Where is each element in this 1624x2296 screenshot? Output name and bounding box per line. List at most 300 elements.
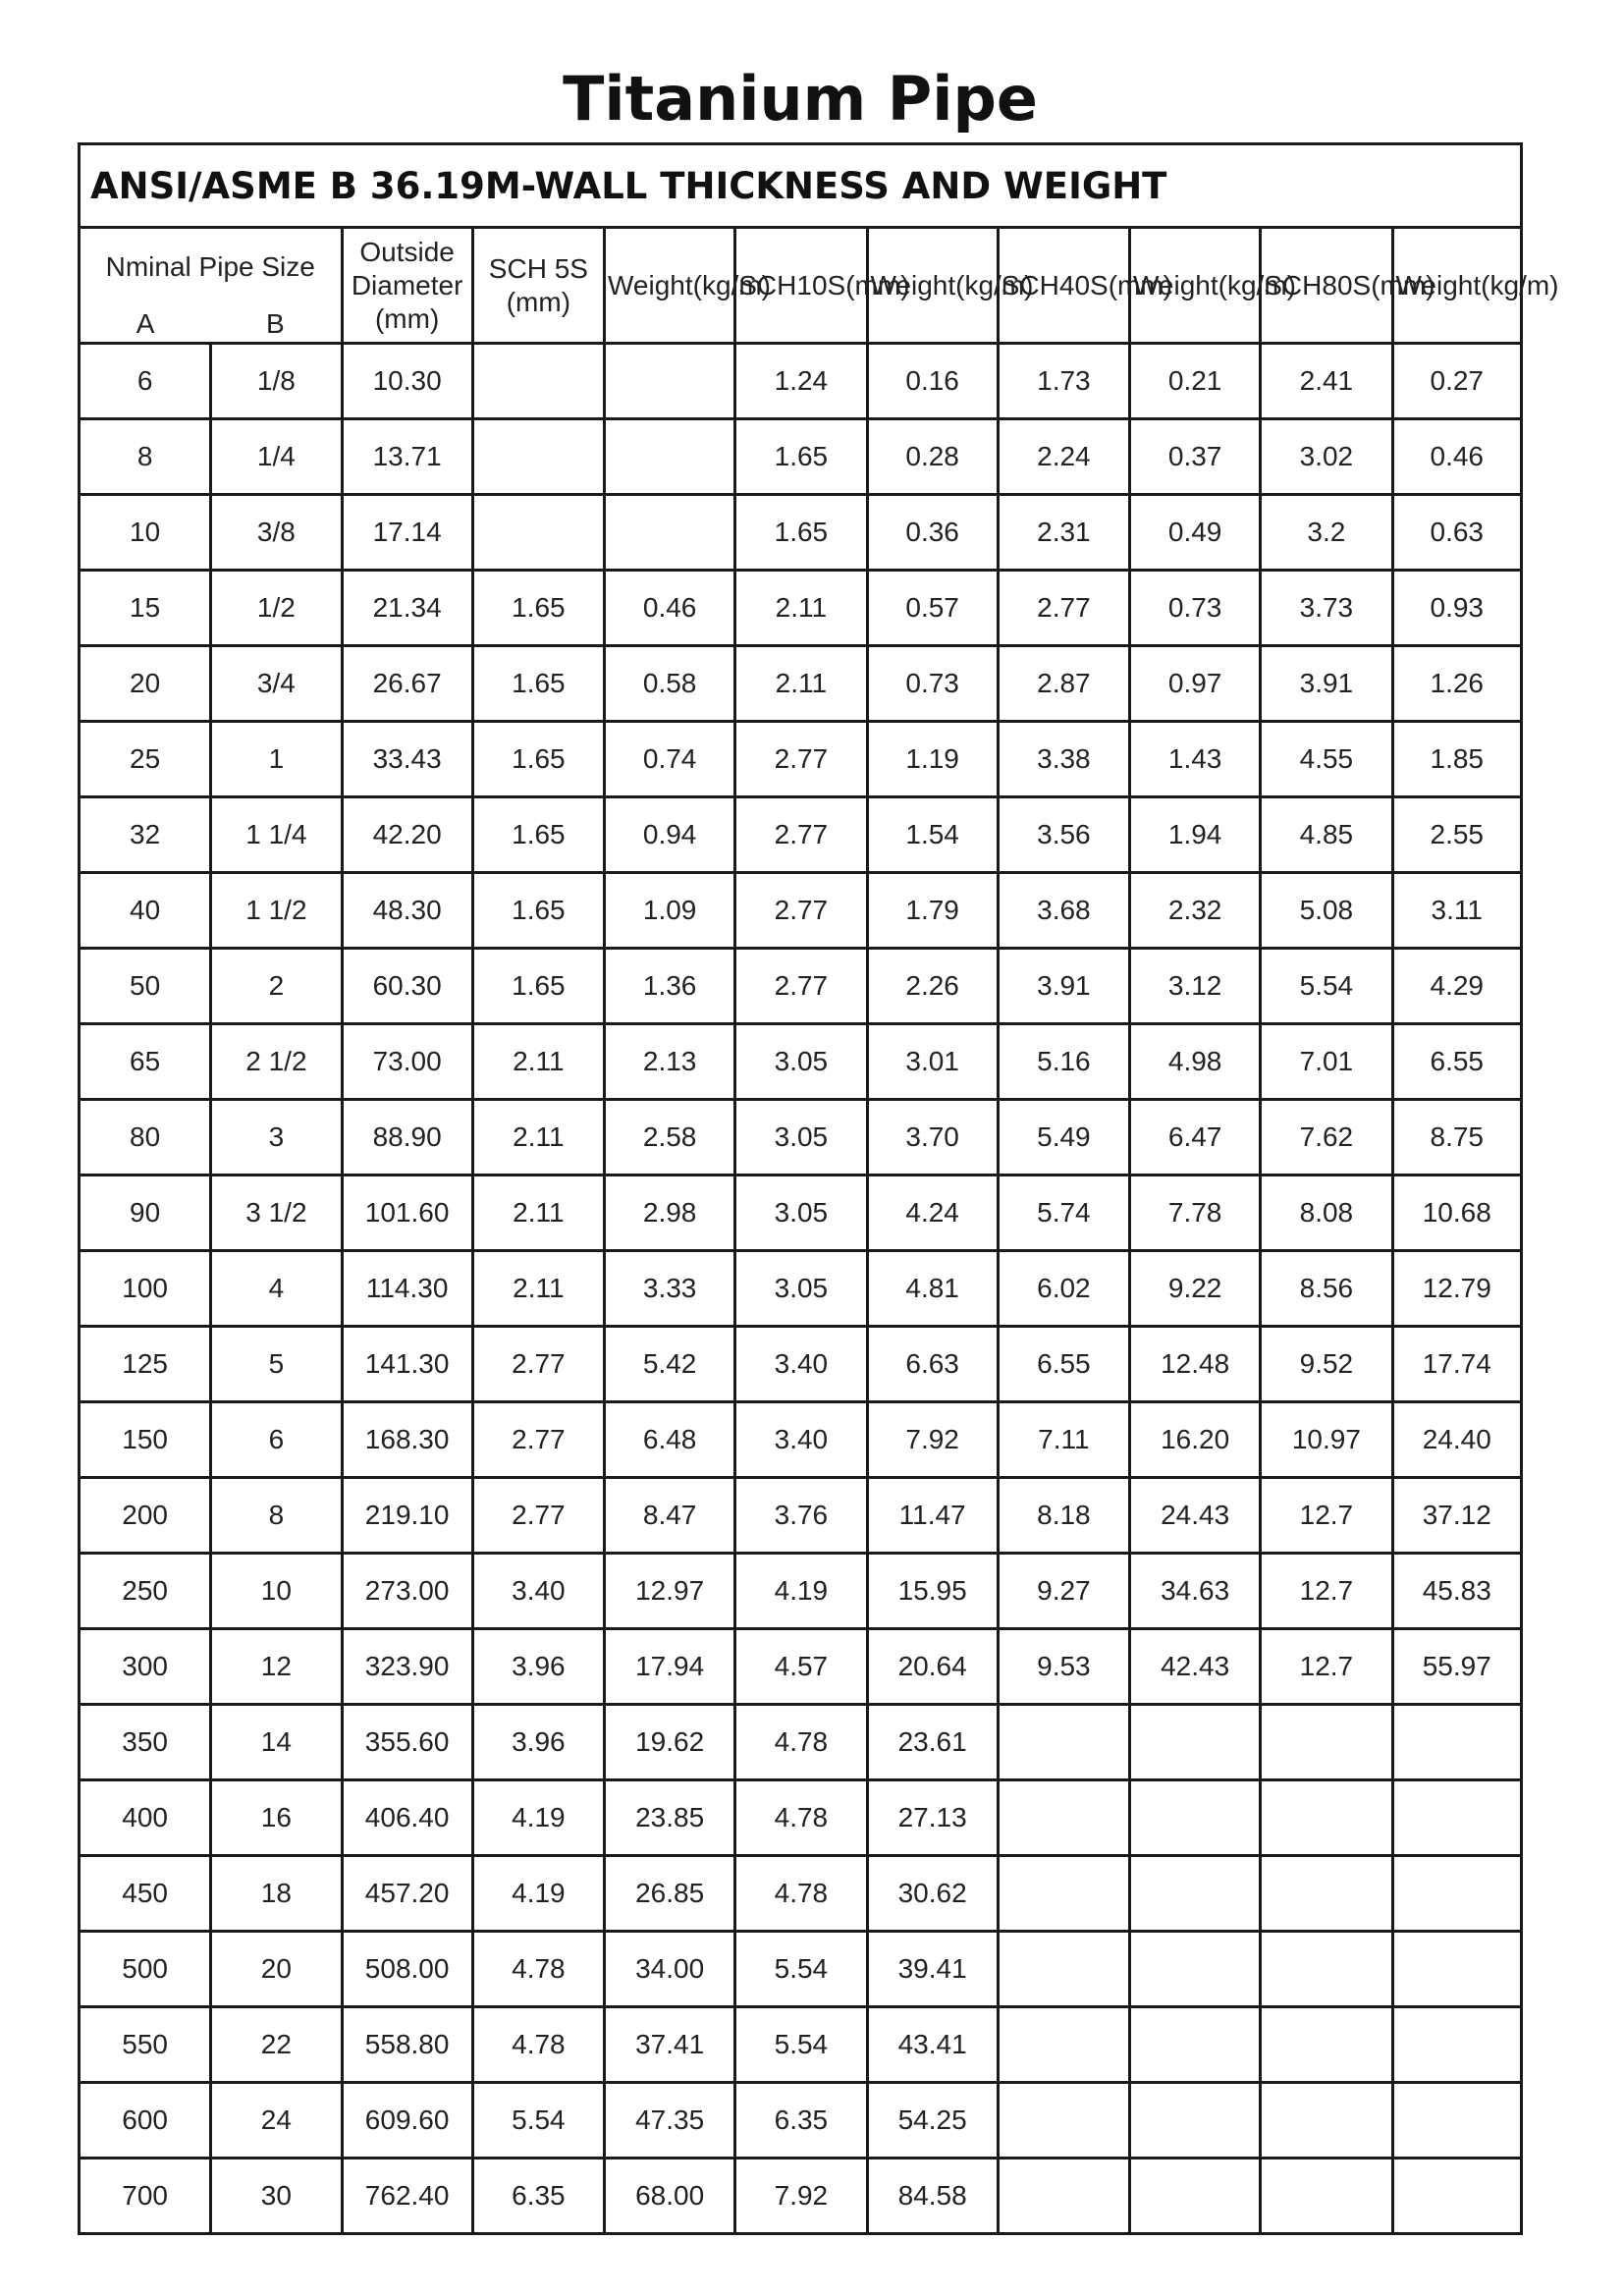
- cell-weight-sch5s: 3.33: [605, 1251, 735, 1327]
- cell-weight-sch5s: 23.85: [605, 1780, 735, 1856]
- cell-weight-sch5s: [605, 419, 735, 495]
- cell-weight-sch10s: 39.41: [867, 1932, 998, 2007]
- cell-size-a: 90: [80, 1175, 211, 1251]
- cell-outside-diameter: 10.30: [342, 344, 472, 419]
- page-title: Titanium Pipe: [563, 63, 1038, 135]
- cell-sch40s: [998, 1780, 1129, 1856]
- cell-sch10s: 2.77: [735, 722, 867, 797]
- table-row: [80, 1100, 1522, 1175]
- cell-size-a: 200: [80, 1478, 211, 1554]
- cell-weight-sch5s: 34.00: [605, 1932, 735, 2007]
- cell-sch40s: 9.27: [998, 1554, 1129, 1629]
- header-row: [80, 228, 1522, 344]
- cell-outside-diameter: 73.00: [342, 1024, 472, 1100]
- cell-size-b: 3: [211, 1100, 342, 1175]
- cell-sch40s: 5.49: [998, 1100, 1129, 1175]
- cell-outside-diameter: 60.30: [342, 949, 472, 1024]
- cell-sch10s: 7.92: [735, 2159, 867, 2234]
- table-row: [80, 1780, 1522, 1856]
- cell-outside-diameter: 273.00: [342, 1554, 472, 1629]
- cell-sch40s: 3.38: [998, 722, 1129, 797]
- header-sch5s: SCH 5S (mm): [472, 228, 604, 344]
- cell-sch10s: 3.05: [735, 1100, 867, 1175]
- cell-size-b: 2: [211, 949, 342, 1024]
- header-b: B: [266, 308, 285, 339]
- cell-sch5s: 1.65: [472, 571, 604, 646]
- cell-sch5s: 2.77: [472, 1478, 604, 1554]
- cell-sch5s: 2.77: [472, 1402, 604, 1478]
- cell-outside-diameter: 168.30: [342, 1402, 472, 1478]
- cell-weight-sch80s: 0.46: [1392, 419, 1522, 495]
- cell-sch10s: 3.40: [735, 1402, 867, 1478]
- cell-sch5s: 4.19: [472, 1856, 604, 1932]
- cell-sch80s: 3.91: [1261, 646, 1392, 722]
- cell-sch40s: 2.31: [998, 495, 1129, 571]
- cell-size-a: 6: [80, 344, 211, 419]
- table-row: [80, 571, 1522, 646]
- cell-sch5s: 5.54: [472, 2083, 604, 2159]
- table-row: [80, 1932, 1522, 2007]
- cell-size-a: 65: [80, 1024, 211, 1100]
- cell-weight-sch80s: 55.97: [1392, 1629, 1522, 1705]
- cell-size-a: 125: [80, 1327, 211, 1402]
- cell-sch40s: [998, 1856, 1129, 1932]
- cell-sch40s: [998, 2007, 1129, 2083]
- cell-outside-diameter: 508.00: [342, 1932, 472, 2007]
- cell-weight-sch10s: 7.92: [867, 1402, 998, 1478]
- cell-sch80s: 5.54: [1261, 949, 1392, 1024]
- cell-weight-sch40s: 9.22: [1130, 1251, 1261, 1327]
- cell-size-a: 300: [80, 1629, 211, 1705]
- cell-sch10s: 4.78: [735, 1705, 867, 1780]
- cell-outside-diameter: 219.10: [342, 1478, 472, 1554]
- cell-outside-diameter: 42.20: [342, 797, 472, 873]
- cell-sch40s: [998, 2083, 1129, 2159]
- cell-outside-diameter: 355.60: [342, 1705, 472, 1780]
- cell-size-b: 1/8: [211, 344, 342, 419]
- cell-sch5s: 1.65: [472, 646, 604, 722]
- cell-sch10s: 2.77: [735, 949, 867, 1024]
- cell-weight-sch80s: 0.63: [1392, 495, 1522, 571]
- cell-size-b: 18: [211, 1856, 342, 1932]
- cell-sch5s: 1.65: [472, 722, 604, 797]
- cell-weight-sch40s: [1130, 2159, 1261, 2234]
- cell-sch80s: [1261, 1856, 1392, 1932]
- cell-weight-sch5s: 0.46: [605, 571, 735, 646]
- cell-outside-diameter: 21.34: [342, 571, 472, 646]
- cell-size-b: 14: [211, 1705, 342, 1780]
- cell-weight-sch40s: 16.20: [1130, 1402, 1261, 1478]
- cell-weight-sch40s: 2.32: [1130, 873, 1261, 949]
- cell-weight-sch40s: 0.49: [1130, 495, 1261, 571]
- cell-weight-sch10s: 0.36: [867, 495, 998, 571]
- cell-sch5s: 4.19: [472, 1780, 604, 1856]
- cell-size-a: 20: [80, 646, 211, 722]
- cell-sch40s: [998, 1932, 1129, 2007]
- cell-size-b: 1: [211, 722, 342, 797]
- cell-outside-diameter: 558.80: [342, 2007, 472, 2083]
- cell-weight-sch40s: 12.48: [1130, 1327, 1261, 1402]
- cell-size-b: 22: [211, 2007, 342, 2083]
- cell-size-b: 16: [211, 1780, 342, 1856]
- cell-sch80s: 3.02: [1261, 419, 1392, 495]
- header-weight-sch40s: Weight(kg/m): [1130, 228, 1261, 344]
- table-row: [80, 873, 1522, 949]
- cell-size-b: 30: [211, 2159, 342, 2234]
- cell-weight-sch40s: [1130, 2083, 1261, 2159]
- cell-size-a: 400: [80, 1780, 211, 1856]
- cell-weight-sch10s: 27.13: [867, 1780, 998, 1856]
- header-nominal-label: Nminal Pipe Size: [105, 251, 315, 282]
- cell-size-a: 350: [80, 1705, 211, 1780]
- cell-weight-sch5s: 68.00: [605, 2159, 735, 2234]
- table-row: [80, 2083, 1522, 2159]
- cell-sch80s: 2.41: [1261, 344, 1392, 419]
- cell-weight-sch5s: 6.48: [605, 1402, 735, 1478]
- cell-weight-sch5s: 0.58: [605, 646, 735, 722]
- cell-weight-sch80s: 37.12: [1392, 1478, 1522, 1554]
- cell-weight-sch80s: [1392, 2007, 1522, 2083]
- cell-outside-diameter: 33.43: [342, 722, 472, 797]
- cell-sch10s: 5.54: [735, 1932, 867, 2007]
- cell-sch5s: 3.96: [472, 1705, 604, 1780]
- table-row: [80, 2007, 1522, 2083]
- cell-weight-sch40s: 1.94: [1130, 797, 1261, 873]
- table-caption: ANSI/ASME B 36.19M-WALL THICKNESS AND WEIGHT: [80, 144, 1522, 228]
- cell-weight-sch5s: 19.62: [605, 1705, 735, 1780]
- cell-weight-sch5s: 2.58: [605, 1100, 735, 1175]
- header-sch10s: SCH10S(mm): [735, 228, 867, 344]
- cell-weight-sch80s: 1.85: [1392, 722, 1522, 797]
- cell-sch5s: 3.96: [472, 1629, 604, 1705]
- cell-sch40s: 2.24: [998, 419, 1129, 495]
- cell-weight-sch40s: [1130, 1780, 1261, 1856]
- cell-sch80s: 4.55: [1261, 722, 1392, 797]
- cell-size-a: 8: [80, 419, 211, 495]
- cell-sch10s: 3.05: [735, 1175, 867, 1251]
- cell-sch10s: 4.78: [735, 1856, 867, 1932]
- cell-size-b: 1 1/2: [211, 873, 342, 949]
- table-row: [80, 1629, 1522, 1705]
- cell-sch40s: 5.16: [998, 1024, 1129, 1100]
- cell-size-b: 1 1/4: [211, 797, 342, 873]
- cell-sch40s: 3.56: [998, 797, 1129, 873]
- cell-sch5s: 2.77: [472, 1327, 604, 1402]
- cell-size-a: 50: [80, 949, 211, 1024]
- cell-size-a: 150: [80, 1402, 211, 1478]
- header-weight-sch10s: Weight(kg/m): [867, 228, 998, 344]
- cell-outside-diameter: 17.14: [342, 495, 472, 571]
- table-row: [80, 1705, 1522, 1780]
- cell-sch10s: 2.77: [735, 873, 867, 949]
- cell-weight-sch5s: 0.94: [605, 797, 735, 873]
- cell-sch5s: [472, 419, 604, 495]
- table-row: [80, 1024, 1522, 1100]
- cell-sch10s: 2.11: [735, 571, 867, 646]
- cell-weight-sch80s: 0.93: [1392, 571, 1522, 646]
- cell-weight-sch80s: 1.26: [1392, 646, 1522, 722]
- cell-weight-sch80s: 17.74: [1392, 1327, 1522, 1402]
- header-sch80s: SCH80S(mm): [1261, 228, 1392, 344]
- cell-weight-sch40s: 1.43: [1130, 722, 1261, 797]
- cell-size-b: 4: [211, 1251, 342, 1327]
- table-row: [80, 646, 1522, 722]
- table-row: [80, 949, 1522, 1024]
- cell-size-a: 600: [80, 2083, 211, 2159]
- header-weight-sch5s: Weight(kg/m): [605, 228, 735, 344]
- cell-sch5s: 4.78: [472, 2007, 604, 2083]
- cell-outside-diameter: 323.90: [342, 1629, 472, 1705]
- cell-weight-sch80s: [1392, 1780, 1522, 1856]
- cell-outside-diameter: 88.90: [342, 1100, 472, 1175]
- cell-outside-diameter: 609.60: [342, 2083, 472, 2159]
- cell-sch80s: [1261, 2159, 1392, 2234]
- cell-outside-diameter: 114.30: [342, 1251, 472, 1327]
- cell-weight-sch80s: [1392, 1932, 1522, 2007]
- cell-weight-sch10s: 0.16: [867, 344, 998, 419]
- cell-weight-sch5s: 12.97: [605, 1554, 735, 1629]
- cell-weight-sch5s: [605, 495, 735, 571]
- cell-sch10s: 3.40: [735, 1327, 867, 1402]
- cell-sch80s: 12.7: [1261, 1554, 1392, 1629]
- cell-weight-sch40s: [1130, 2007, 1261, 2083]
- cell-weight-sch80s: [1392, 1856, 1522, 1932]
- cell-sch40s: 7.11: [998, 1402, 1129, 1478]
- cell-sch10s: 4.19: [735, 1554, 867, 1629]
- cell-weight-sch40s: [1130, 1705, 1261, 1780]
- cell-sch80s: 3.73: [1261, 571, 1392, 646]
- cell-sch5s: 1.65: [472, 797, 604, 873]
- cell-weight-sch80s: 3.11: [1392, 873, 1522, 949]
- cell-weight-sch40s: 4.98: [1130, 1024, 1261, 1100]
- table-row: [80, 1856, 1522, 1932]
- cell-weight-sch10s: 54.25: [867, 2083, 998, 2159]
- cell-sch40s: 2.87: [998, 646, 1129, 722]
- cell-sch5s: 2.11: [472, 1175, 604, 1251]
- cell-outside-diameter: 406.40: [342, 1780, 472, 1856]
- cell-sch80s: [1261, 1705, 1392, 1780]
- cell-sch10s: 2.11: [735, 646, 867, 722]
- cell-sch40s: 1.73: [998, 344, 1129, 419]
- table-row: [80, 1554, 1522, 1629]
- table-row: [80, 419, 1522, 495]
- cell-weight-sch80s: 2.55: [1392, 797, 1522, 873]
- cell-weight-sch5s: 26.85: [605, 1856, 735, 1932]
- cell-size-a: 100: [80, 1251, 211, 1327]
- cell-size-b: 3/4: [211, 646, 342, 722]
- cell-sch40s: 5.74: [998, 1175, 1129, 1251]
- table-body: [80, 344, 1522, 2234]
- cell-weight-sch10s: 84.58: [867, 2159, 998, 2234]
- cell-weight-sch10s: 4.81: [867, 1251, 998, 1327]
- cell-weight-sch10s: 2.26: [867, 949, 998, 1024]
- cell-weight-sch10s: 0.57: [867, 571, 998, 646]
- cell-size-b: 3 1/2: [211, 1175, 342, 1251]
- cell-size-b: 20: [211, 1932, 342, 2007]
- cell-size-b: 6: [211, 1402, 342, 1478]
- cell-weight-sch5s: 37.41: [605, 2007, 735, 2083]
- cell-weight-sch80s: 6.55: [1392, 1024, 1522, 1100]
- cell-sch5s: 4.78: [472, 1932, 604, 2007]
- cell-weight-sch40s: 34.63: [1130, 1554, 1261, 1629]
- cell-sch40s: 6.55: [998, 1327, 1129, 1402]
- cell-size-b: 5: [211, 1327, 342, 1402]
- cell-weight-sch10s: 30.62: [867, 1856, 998, 1932]
- cell-sch5s: 6.35: [472, 2159, 604, 2234]
- cell-weight-sch5s: 47.35: [605, 2083, 735, 2159]
- cell-weight-sch5s: 1.09: [605, 873, 735, 949]
- cell-sch40s: 2.77: [998, 571, 1129, 646]
- table-row: [80, 495, 1522, 571]
- cell-sch80s: 3.2: [1261, 495, 1392, 571]
- cell-weight-sch10s: 1.79: [867, 873, 998, 949]
- cell-sch5s: 2.11: [472, 1100, 604, 1175]
- cell-sch40s: 6.02: [998, 1251, 1129, 1327]
- cell-size-a: 15: [80, 571, 211, 646]
- cell-sch5s: 1.65: [472, 949, 604, 1024]
- cell-size-a: 32: [80, 797, 211, 873]
- cell-size-b: 8: [211, 1478, 342, 1554]
- cell-sch10s: 1.65: [735, 495, 867, 571]
- cell-size-a: 10: [80, 495, 211, 571]
- cell-weight-sch80s: 0.27: [1392, 344, 1522, 419]
- cell-sch10s: 3.05: [735, 1251, 867, 1327]
- cell-weight-sch80s: 45.83: [1392, 1554, 1522, 1629]
- cell-weight-sch80s: 24.40: [1392, 1402, 1522, 1478]
- cell-size-a: 25: [80, 722, 211, 797]
- table-row: [80, 1402, 1522, 1478]
- cell-size-b: 1/4: [211, 419, 342, 495]
- cell-sch5s: 3.40: [472, 1554, 604, 1629]
- pipe-spec-table: [78, 142, 1559, 2235]
- cell-sch40s: 3.68: [998, 873, 1129, 949]
- cell-size-a: 450: [80, 1856, 211, 1932]
- cell-weight-sch10s: 43.41: [867, 2007, 998, 2083]
- cell-outside-diameter: 101.60: [342, 1175, 472, 1251]
- cell-sch80s: 7.01: [1261, 1024, 1392, 1100]
- cell-sch40s: 3.91: [998, 949, 1129, 1024]
- cell-weight-sch80s: 4.29: [1392, 949, 1522, 1024]
- cell-size-b: 1/2: [211, 571, 342, 646]
- cell-size-a: 40: [80, 873, 211, 949]
- cell-size-b: 3/8: [211, 495, 342, 571]
- cell-size-a: 500: [80, 1932, 211, 2007]
- table-row: [80, 1478, 1522, 1554]
- cell-sch80s: [1261, 1780, 1392, 1856]
- cell-weight-sch40s: 0.37: [1130, 419, 1261, 495]
- cell-weight-sch5s: 0.74: [605, 722, 735, 797]
- cell-size-a: 700: [80, 2159, 211, 2234]
- cell-weight-sch40s: 0.73: [1130, 571, 1261, 646]
- cell-weight-sch10s: 20.64: [867, 1629, 998, 1705]
- cell-outside-diameter: 457.20: [342, 1856, 472, 1932]
- cell-size-b: 24: [211, 2083, 342, 2159]
- cell-weight-sch40s: [1130, 1856, 1261, 1932]
- cell-sch80s: [1261, 2083, 1392, 2159]
- cell-size-a: 80: [80, 1100, 211, 1175]
- table-row: [80, 2159, 1522, 2234]
- cell-weight-sch40s: 3.12: [1130, 949, 1261, 1024]
- cell-size-b: 10: [211, 1554, 342, 1629]
- cell-sch10s: 3.05: [735, 1024, 867, 1100]
- cell-weight-sch40s: 0.97: [1130, 646, 1261, 722]
- cell-weight-sch10s: 6.63: [867, 1327, 998, 1402]
- cell-sch80s: 9.52: [1261, 1327, 1392, 1402]
- cell-size-a: 550: [80, 2007, 211, 2083]
- cell-outside-diameter: 13.71: [342, 419, 472, 495]
- cell-sch80s: [1261, 2007, 1392, 2083]
- cell-outside-diameter: 48.30: [342, 873, 472, 949]
- cell-weight-sch40s: 24.43: [1130, 1478, 1261, 1554]
- cell-weight-sch10s: 4.24: [867, 1175, 998, 1251]
- cell-weight-sch10s: 3.70: [867, 1100, 998, 1175]
- header-sch40s: SCH40S(mm): [998, 228, 1129, 344]
- cell-weight-sch10s: 15.95: [867, 1554, 998, 1629]
- table-row: [80, 722, 1522, 797]
- cell-weight-sch5s: 2.13: [605, 1024, 735, 1100]
- cell-sch80s: 10.97: [1261, 1402, 1392, 1478]
- header-weight-sch80s: Weight(kg/m): [1392, 228, 1522, 344]
- cell-outside-diameter: 762.40: [342, 2159, 472, 2234]
- header-nominal-pipe-size: [80, 228, 343, 344]
- cell-sch80s: [1261, 1932, 1392, 2007]
- cell-weight-sch5s: 1.36: [605, 949, 735, 1024]
- cell-sch80s: 8.08: [1261, 1175, 1392, 1251]
- cell-weight-sch80s: [1392, 2159, 1522, 2234]
- cell-sch80s: 4.85: [1261, 797, 1392, 873]
- cell-sch80s: 7.62: [1261, 1100, 1392, 1175]
- table-row: [80, 1251, 1522, 1327]
- cell-weight-sch40s: [1130, 1932, 1261, 2007]
- table-row: [80, 1175, 1522, 1251]
- header-outside-diameter: Outside Diameter (mm): [342, 228, 472, 344]
- cell-sch40s: [998, 1705, 1129, 1780]
- cell-sch40s: 9.53: [998, 1629, 1129, 1705]
- cell-weight-sch80s: 10.68: [1392, 1175, 1522, 1251]
- cell-sch40s: 8.18: [998, 1478, 1129, 1554]
- cell-weight-sch10s: 0.73: [867, 646, 998, 722]
- cell-sch5s: 2.11: [472, 1024, 604, 1100]
- cell-sch5s: [472, 495, 604, 571]
- cell-weight-sch5s: 5.42: [605, 1327, 735, 1402]
- header-a: A: [135, 308, 155, 339]
- cell-sch10s: 4.78: [735, 1780, 867, 1856]
- cell-sch40s: [998, 2159, 1129, 2234]
- cell-weight-sch5s: 2.98: [605, 1175, 735, 1251]
- cell-sch10s: 1.65: [735, 419, 867, 495]
- cell-sch10s: 1.24: [735, 344, 867, 419]
- cell-weight-sch10s: 23.61: [867, 1705, 998, 1780]
- cell-outside-diameter: 141.30: [342, 1327, 472, 1402]
- cell-sch10s: 3.76: [735, 1478, 867, 1554]
- cell-weight-sch40s: 7.78: [1130, 1175, 1261, 1251]
- cell-sch5s: [472, 344, 604, 419]
- cell-sch80s: 8.56: [1261, 1251, 1392, 1327]
- cell-weight-sch40s: 42.43: [1130, 1629, 1261, 1705]
- cell-outside-diameter: 26.67: [342, 646, 472, 722]
- cell-weight-sch40s: 0.21: [1130, 344, 1261, 419]
- table-row: [80, 797, 1522, 873]
- cell-sch10s: 6.35: [735, 2083, 867, 2159]
- cell-weight-sch10s: 0.28: [867, 419, 998, 495]
- cell-weight-sch10s: 11.47: [867, 1478, 998, 1554]
- cell-weight-sch10s: 1.54: [867, 797, 998, 873]
- cell-weight-sch80s: [1392, 2083, 1522, 2159]
- cell-weight-sch80s: 8.75: [1392, 1100, 1522, 1175]
- cell-weight-sch10s: 1.19: [867, 722, 998, 797]
- cell-sch80s: 12.7: [1261, 1629, 1392, 1705]
- cell-sch5s: 1.65: [472, 873, 604, 949]
